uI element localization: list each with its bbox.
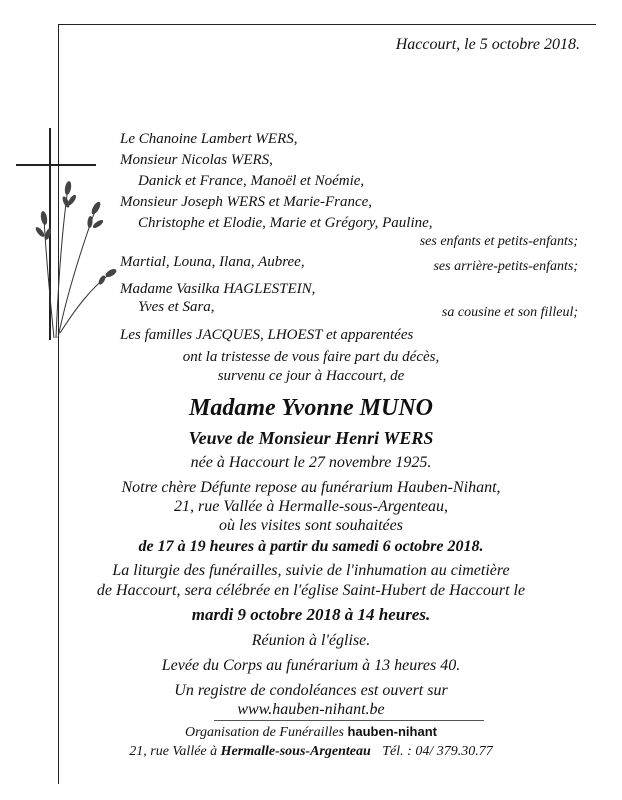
relation-label: sa cousine et son filleul; xyxy=(441,305,578,320)
family-line: Danick et France, Manoël et Noémie, xyxy=(138,173,365,189)
relation-label: ses enfants et petits-enfants; xyxy=(419,234,578,249)
meeting-line: Réunion à l'église. xyxy=(251,632,371,649)
visit-hours: de 17 à 19 heures à partir du samedi 6 octobre 2018. xyxy=(138,538,484,555)
funeral-date: mardi 9 octobre 2018 à 14 heures. xyxy=(191,605,431,624)
registry-line: Un registre de condoléances est ouvert sur xyxy=(174,682,448,699)
relation-label: ses arrière-petits-enfants; xyxy=(433,259,578,274)
visit-line: 21, rue Vallée à Hermalle-sous-Argenteau, xyxy=(173,498,448,515)
visit-line: où les visites sont souhaitées xyxy=(219,517,403,534)
address-town: Hermalle-sous-Argenteau xyxy=(220,744,371,759)
levee-line: Levée du Corps au funérarium à 13 heures 40. xyxy=(161,657,461,674)
cross-with-wheat-icon xyxy=(16,128,126,348)
funeral-line: La liturgie des funérailles, suivie de l'inhumation au cimetière xyxy=(112,562,510,579)
family-line: Les familles JACQUES, LHOEST et apparentées xyxy=(120,327,414,343)
family-line: Le Chanoine Lambert WERS, xyxy=(120,131,298,147)
address-line xyxy=(0,744,622,760)
organizer-line xyxy=(0,724,622,741)
deceased-name: Madame Yvonne MUNO xyxy=(188,395,434,421)
website-link[interactable]: www.hauben-nihant.be xyxy=(237,701,385,718)
phone-number: Tél. : 04/ 379.30.77 xyxy=(382,744,493,759)
brand-name: hauben-nihant xyxy=(347,724,437,739)
family-line: Yves et Sara, xyxy=(138,299,215,315)
family-line: Monsieur Nicolas WERS, xyxy=(120,152,273,168)
funeral-line: de Haccourt, sera célébrée en l'église Saint-Hubert de Haccourt le xyxy=(96,582,526,599)
footer-divider xyxy=(214,720,484,721)
visit-line: Notre chère Défunte repose au funérarium Hauben-Nihant, xyxy=(121,479,501,496)
announce-line: ont la tristesse de vous faire part du décès, xyxy=(182,349,440,365)
family-line: Madame Vasilka HAGLESTEIN, xyxy=(120,281,316,297)
address-street: 21, rue Vallée à xyxy=(129,744,218,759)
family-line: Martial, Louna, Ilana, Aubree, xyxy=(120,254,305,270)
announce-line: survenu ce jour à Haccourt, de xyxy=(217,368,405,384)
birth-line: née à Haccourt le 27 novembre 1925. xyxy=(190,454,432,471)
widow-line: Veuve de Monsieur Henri WERS xyxy=(188,428,434,448)
family-line: Christophe et Elodie, Marie et Grégory, Pauline, xyxy=(138,215,433,231)
organizer-label: Organisation de Funérailles xyxy=(185,725,344,740)
family-line: Monsieur Joseph WERS et Marie-France, xyxy=(120,194,373,210)
date-line: Haccourt, le 5 octobre 2018. xyxy=(395,36,580,53)
